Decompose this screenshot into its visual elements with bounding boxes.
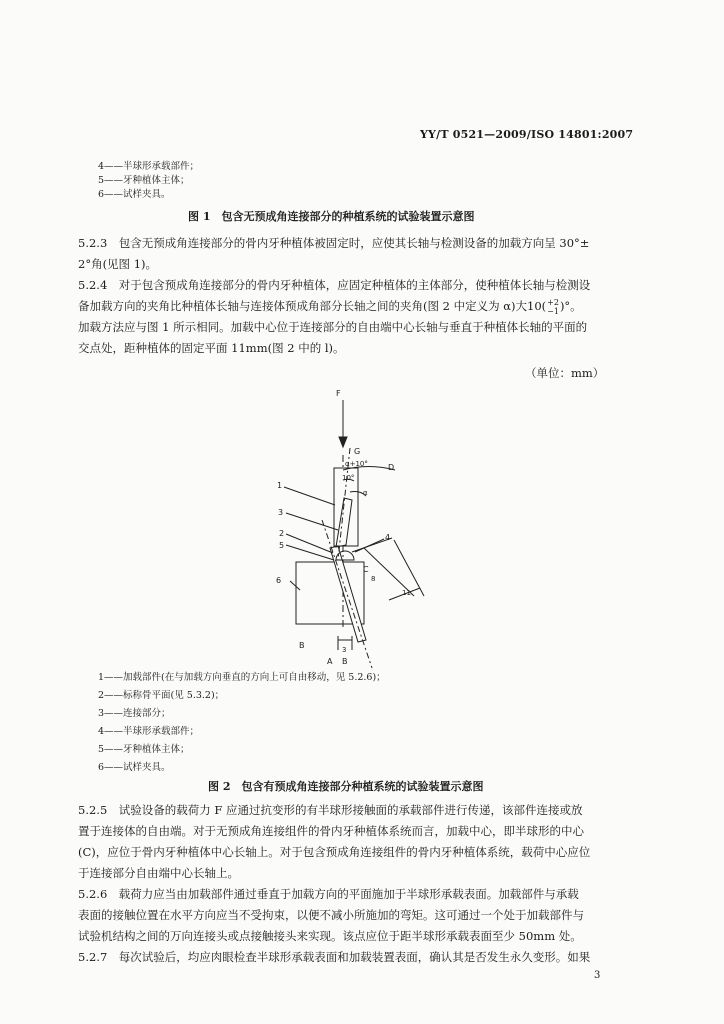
label-3: 3 <box>278 508 284 517</box>
label-G: G <box>354 447 361 456</box>
dimension-ext <box>394 540 424 596</box>
label-dim-11: 11 <box>402 589 411 597</box>
legend-item: 2——标称骨平面(见 5.3.2)； <box>98 690 225 701</box>
leader-2 <box>286 534 333 553</box>
leader-5 <box>286 545 334 560</box>
paragraph-line <box>78 296 618 317</box>
legend-item: 5——牙种植体主体； <box>98 175 190 186</box>
paragraph-line: 5.2.5 试验设备的载荷力 F 应通过抗变形的有半球形接触面的承载部件进行传递，该部件连接或放 <box>78 803 583 817</box>
leader-1 <box>284 487 335 505</box>
legend-item: 6——试样夹具。 <box>98 189 171 200</box>
paragraph-line: 于连接部分自由端中心长轴上。 <box>78 866 239 880</box>
legend-item: 6——试样夹具。 <box>98 762 171 773</box>
label-dim-3: 3 <box>342 646 347 654</box>
label-dim-8: 8 <box>371 575 376 583</box>
legend-item: 4——半球形承载部件； <box>98 161 200 172</box>
label-2: 2 <box>279 529 285 538</box>
figure2-diagram <box>262 385 442 670</box>
section-5-2-6 <box>78 884 618 947</box>
paragraph-line: 5.2.7 每次试验后，均应肉眼检查半球形承载表面和加载装置表面，确认其是否发生永久变形。如果 <box>78 950 591 964</box>
section-5-2-5 <box>78 800 618 884</box>
paragraph-line: 2°角(见图 1)。 <box>78 257 158 271</box>
line-text: 备加载方向的夹角比种植体长轴与连接体预成角部分长轴之间的夹角(图 2 中定义为 α)大10( <box>78 299 547 313</box>
fraction-bottom: −1 <box>547 307 559 316</box>
figure1-caption: 图 1 包含无预成角连接部分的种植系统的试验装置示意图 <box>188 210 475 223</box>
legend-item: 5——牙种植体主体； <box>98 744 190 755</box>
standard-number: YY/T 0521—2009/ISO 14801:2007 <box>420 128 634 141</box>
leader-3 <box>286 513 338 530</box>
label-5: 5 <box>279 541 285 550</box>
paragraph-line: 5.2.3 包含无预成角连接部分的骨内牙种植体被固定时，应使其长轴与检测设备的加载方向呈 30°± <box>78 236 590 250</box>
page-number: 3 <box>594 970 601 981</box>
label-4: 4 <box>385 533 391 542</box>
label-B: B <box>299 641 305 650</box>
label-B: B <box>342 657 348 666</box>
section-5-2-4 <box>78 275 618 359</box>
label-angle-10: 10° <box>342 474 355 482</box>
line-text: )°。 <box>559 299 582 313</box>
paragraph-line: 表面的接触位置在水平方向应当不受拘束，以便不减小所施加的弯矩。这可通过一个处于加载部件与 <box>78 908 584 922</box>
leader-4 <box>355 539 384 552</box>
section-5-2-7 <box>78 947 618 968</box>
legend-item: 1——加载部件(在与加载方向垂直的方向上可自由移动，见 5.2.6)； <box>98 672 386 683</box>
legend-item: 4——半球形承载部件； <box>98 726 200 737</box>
tolerance-fraction <box>547 298 559 316</box>
paragraph-line: 试验机结构之间的万向连接头或点接触接头来实现。该点应位于距半球形承载表面至少 50mm 处。 <box>78 929 582 943</box>
figure2-caption: 图 2 包含有预成角连接部分种植系统的试验装置示意图 <box>208 780 484 793</box>
paragraph-line: 交点处，距种植体的固定平面 11mm(图 2 中的 l)。 <box>78 341 345 355</box>
paragraph-line: 加载方法应与图 1 所示相同。加载中心位于连接部分的自由端中心长轴与垂直于种植体长轴的平面的 <box>78 320 588 334</box>
paragraph-line: (C)，应位于骨内牙种植体中心长轴上。对于包含预成角连接组件的骨内牙种植体系统，载荷中心应位 <box>78 845 591 859</box>
figure1-legend <box>98 160 199 202</box>
load-arrow-head <box>339 437 347 447</box>
section-5-2-3 <box>78 233 618 275</box>
label-C: C <box>363 565 369 574</box>
leader-6 <box>290 581 300 590</box>
label-F: F <box>336 389 341 398</box>
label-6: 6 <box>276 576 282 585</box>
label-alpha: α <box>363 489 368 497</box>
label-A: A <box>327 657 333 666</box>
fraction-top: +2 <box>547 298 559 307</box>
paragraph-line: 5.2.4 对于包含预成角连接部分的骨内牙种植体，应固定种植体的主体部分，使种植体长轴与检测设 <box>78 278 591 292</box>
label-1: 1 <box>277 481 283 490</box>
label-D: D <box>388 463 395 472</box>
figure2-legend <box>98 669 386 777</box>
legend-item: 3——连接部分； <box>98 708 171 719</box>
paragraph-line: 置于连接体的自由端。对于无预成角连接组件的骨内牙种植体系统而言，加载中心，即半球形的中心 <box>78 824 584 838</box>
unit-note: （单位：mm） <box>525 366 605 380</box>
paragraph-line: 5.2.6 载荷力应当由加载部件通过垂直于加载方向的平面施加于半球形承载表面。加载部件与承载 <box>78 887 579 901</box>
label-angle-top: α+10° <box>345 460 368 468</box>
